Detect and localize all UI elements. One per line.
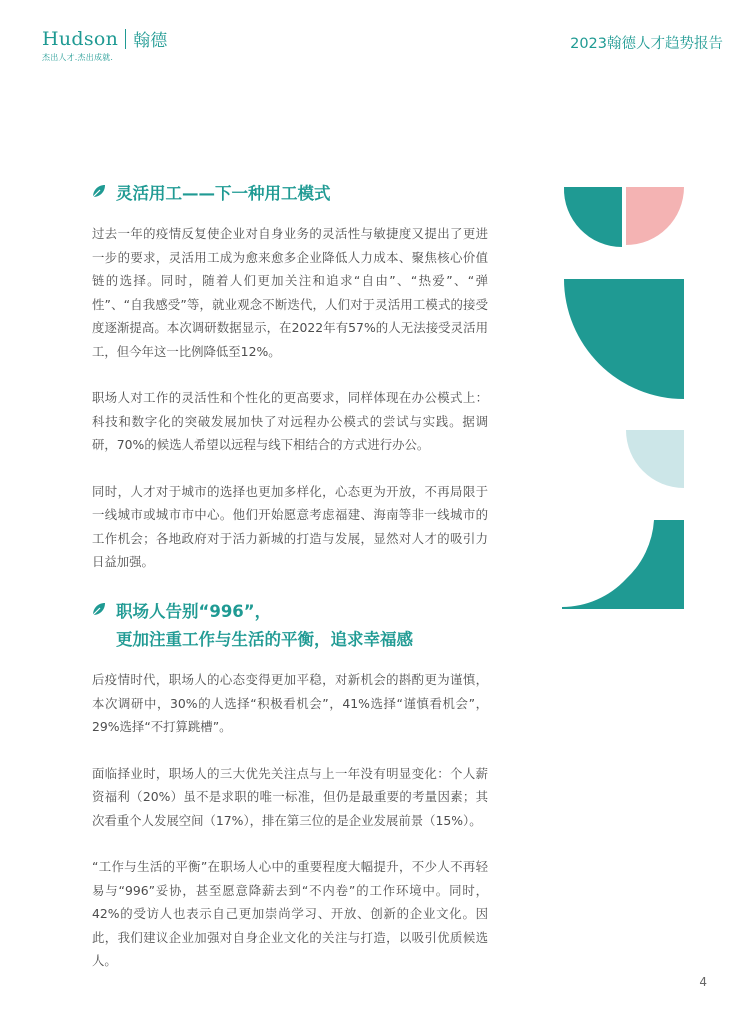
report-title: 2023翰德人才趋势报告 xyxy=(570,36,723,52)
logo-divider xyxy=(125,29,126,49)
logo-wordmark: Hudson xyxy=(42,27,119,50)
paragraph: 职场人对工作的灵活性和个性化的更高要求，同样体现在办公模式上：科技和数字化的突破发展加快了对远程办公模式的尝试与实践。据调研，70%的候选人希望以远程与线下相结合的方式进行办公。 xyxy=(92,390,488,452)
decorative-shapes xyxy=(560,185,690,615)
deco-teal-quarter-top xyxy=(564,187,622,247)
paragraph: 同时，人才对于城市的选择也更加多样化，心态更为开放，不再局限于一线城市或城市市中心。他们开始愿意考虑福建、海南等非一线城市的工作机会；各地政府对于活力新城的打造与发展，显然对人才的吸引力日益加强。 xyxy=(92,483,488,569)
section-heading xyxy=(92,598,488,654)
section-heading xyxy=(92,180,488,208)
deco-teal-arc-middle xyxy=(564,279,684,399)
deco-lightblue-quarter xyxy=(626,430,684,488)
paragraph: 后疫情时代，职场人的心态变得更加平稳，对新机会的斟酌更为谨慎，本次调研中，30%的人选择“积极看机会”，41%选择“谨慎看机会”，29%选择“不打算跳槽”。 xyxy=(92,672,488,734)
section-work-life-balance xyxy=(92,598,488,973)
paragraph: 过去一年的疫情反复使企业对自身业务的灵活性与敏捷度又提出了更进一步的要求，灵活用工成为愈来愈多企业降低人力成本、聚焦核心价值链的选择。同时，随着人们更加关注和追求“自由”、“热爱”、“弹性”、“自我感受”等，就业观念不断迭代，人们对于灵活用工模式的接受度逐渐提高。本次调研数据显示，在2022年有57%的人无法接受灵活用工，但今年这一比例降低至12%。 xyxy=(92,226,488,359)
paragraph: 面临择业时，职场人的三大优先关注点与上一年没有明显变化：个人薪资福利（20%）虽不是求职的唯一标准，但仍是最重要的考量因素；其次看重个人发展空间（17%），排在第三位的是企业发展前景（15%）。 xyxy=(92,765,488,828)
deco-teal-arc-bottom xyxy=(562,520,684,609)
section-title: 灵活用工——下一种用工模式 xyxy=(116,184,331,203)
header-logo xyxy=(42,26,167,63)
leaf-icon xyxy=(92,184,106,198)
logo-tagline: 杰出人才.杰出成就. xyxy=(42,53,114,62)
page-number: 4 xyxy=(699,975,707,989)
section-title-line2: 更加注重工作与生活的平衡，追求幸福感 xyxy=(116,630,413,649)
paragraph: “工作与生活的平衡”在职场人心中的重要程度大幅提升，不少人不再轻易与“996”妥协，甚至愿意降薪去到“不内卷”的工作环境中。同时，42%的受访人也表示自己更加崇尚学习、开放、创新的企业文化。因此，我们建议企业加强对自身企业文化的关注与打造，以吸引优质候选人。 xyxy=(92,859,488,968)
deco-pink-quarter xyxy=(626,187,684,245)
section-title-line1: 职场人告别“996”， xyxy=(116,602,272,621)
leaf-icon xyxy=(92,602,106,616)
section-flexible-employment xyxy=(92,180,488,574)
logo-chinese: 翰德 xyxy=(133,31,168,51)
